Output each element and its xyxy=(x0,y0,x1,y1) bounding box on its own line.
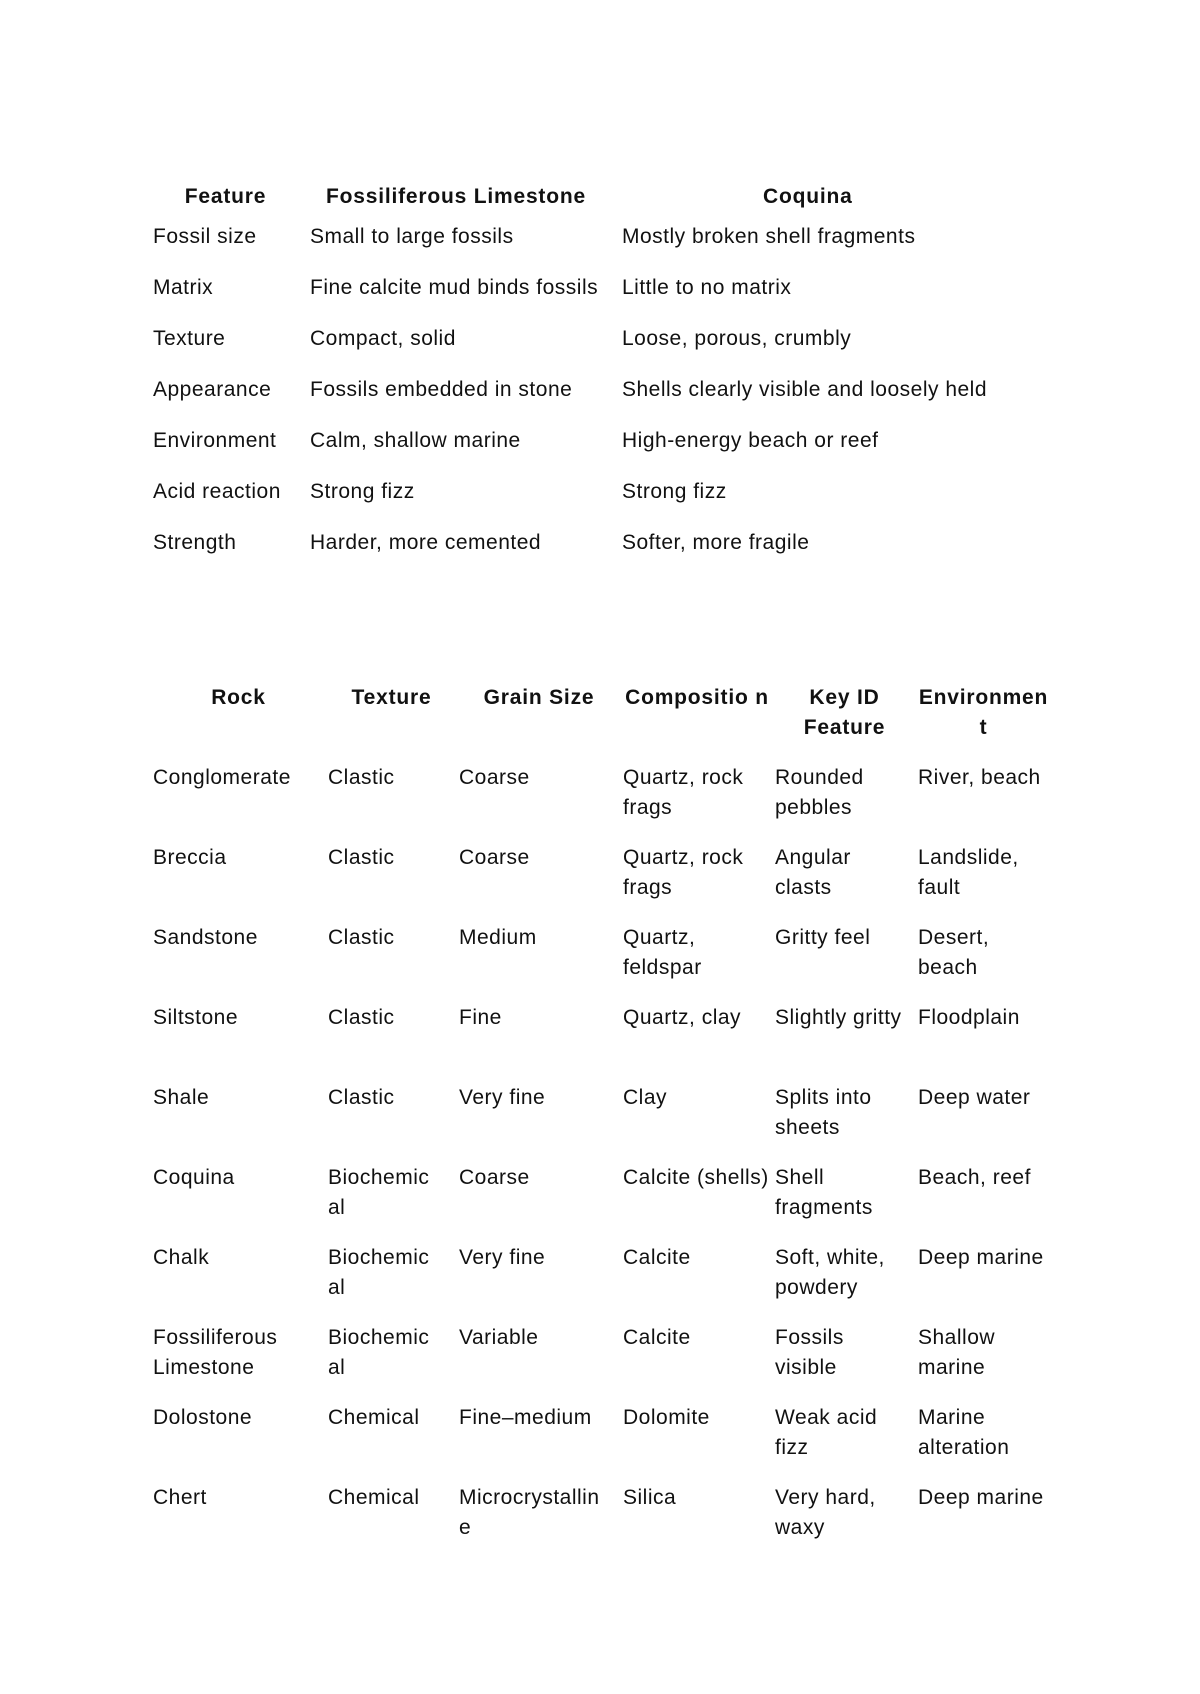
table-cell: Conglomerate xyxy=(153,766,291,789)
table-cell: Variable xyxy=(459,1326,539,1349)
table-cell: Fossils visible xyxy=(775,1326,844,1379)
table-row xyxy=(153,426,1053,477)
table-cell: Gritty feel xyxy=(775,926,871,949)
column-header: Feature xyxy=(184,185,267,208)
table-cell: Appearance xyxy=(153,378,272,401)
table-cell: Fine–medium xyxy=(459,1406,592,1429)
table-cell: River, beach xyxy=(918,766,1041,789)
table-cell: Sandstone xyxy=(153,926,258,949)
table-cell: Quartz, rock frags xyxy=(623,766,744,819)
table-cell: Medium xyxy=(459,926,537,949)
table-cell: Splits into sheets xyxy=(775,1086,872,1139)
column-header: Fossiliferous Limestone xyxy=(326,185,586,208)
table-cell: Chemical xyxy=(328,1486,420,1509)
table-cell: Loose, porous, crumbly xyxy=(622,327,852,350)
table-cell: Calcite (shells) xyxy=(623,1166,769,1189)
table-cell: Clastic xyxy=(328,1006,395,1029)
table-cell: Dolomite xyxy=(623,1406,710,1429)
table-row xyxy=(153,843,1053,923)
table-cell: Fossils embedded in stone xyxy=(310,378,573,401)
table-cell: Very hard, waxy xyxy=(775,1486,876,1539)
table-cell: Floodplain xyxy=(918,1006,1020,1029)
table-row xyxy=(153,222,1053,273)
table-cell: Clastic xyxy=(328,926,395,949)
table-row xyxy=(153,324,1053,375)
table-header-row xyxy=(153,182,1053,222)
table-cell: Angular clasts xyxy=(775,846,851,899)
table-cell: Breccia xyxy=(153,846,227,869)
table-cell: Compact, solid xyxy=(310,327,456,350)
table-cell: Shale xyxy=(153,1086,210,1109)
table-cell: Quartz, rock frags xyxy=(623,846,744,899)
table-cell: Fossil size xyxy=(153,225,257,248)
table-cell: Biochemic al xyxy=(328,1326,430,1379)
table-cell: Very fine xyxy=(459,1246,546,1269)
table-cell: Coarse xyxy=(459,1166,530,1189)
table-cell: Little to no matrix xyxy=(622,276,792,299)
table-cell: Calm, shallow marine xyxy=(310,429,521,452)
table-cell: Marine alteration xyxy=(918,1406,1010,1459)
table-cell: Environment xyxy=(153,429,277,452)
table-cell: Silica xyxy=(623,1486,677,1509)
table-cell: Coarse xyxy=(459,846,530,869)
table-cell: Rounded pebbles xyxy=(775,766,864,819)
table-cell: Strong fizz xyxy=(310,480,415,503)
table-cell: Mostly broken shell fragments xyxy=(622,225,916,248)
table-row xyxy=(153,1243,1053,1323)
table-cell: Slightly gritty xyxy=(775,1006,902,1029)
table-row xyxy=(153,1003,1053,1083)
table-cell: Small to large fossils xyxy=(310,225,514,248)
table-cell: Soft, white, powdery xyxy=(775,1246,885,1299)
table-row xyxy=(153,273,1053,324)
table-cell: Very fine xyxy=(459,1086,546,1109)
table-cell: Coquina xyxy=(153,1166,235,1189)
table-cell: Shell fragments xyxy=(775,1166,873,1219)
table-row xyxy=(153,477,1053,528)
table-cell: Chemical xyxy=(328,1406,420,1429)
table-cell: Quartz, feldspar xyxy=(623,926,702,979)
table-cell: Strength xyxy=(153,531,237,554)
table-cell: Dolostone xyxy=(153,1406,253,1429)
table-cell: Deep marine xyxy=(918,1486,1044,1509)
table-cell: Acid reaction xyxy=(153,480,281,503)
table-cell: Siltstone xyxy=(153,1006,239,1029)
column-header: Coquina xyxy=(763,185,853,208)
table-cell: Harder, more cemented xyxy=(310,531,542,554)
table-cell: High-energy beach or reef xyxy=(622,429,879,452)
table-cell: Shells clearly visible and loosely held xyxy=(622,378,988,401)
column-header: Key ID Feature xyxy=(803,686,886,739)
table-row xyxy=(153,1163,1053,1243)
table-cell: Matrix xyxy=(153,276,214,299)
table-row xyxy=(153,375,1053,426)
table-cell: Weak acid fizz xyxy=(775,1406,878,1459)
table-cell: Clastic xyxy=(328,846,395,869)
table-cell: Beach, reef xyxy=(918,1166,1031,1189)
table-cell: Deep water xyxy=(918,1086,1031,1109)
table-cell: Fine calcite mud binds fossils xyxy=(310,276,599,299)
column-header: Compositio n xyxy=(625,686,769,709)
table-row xyxy=(153,763,1053,843)
table-cell: Fine xyxy=(459,1006,502,1029)
table-row xyxy=(153,923,1053,1003)
column-header: Texture xyxy=(351,686,432,709)
table-row xyxy=(153,1483,1053,1563)
table-cell: Texture xyxy=(153,327,226,350)
table-cell: Calcite xyxy=(623,1246,691,1269)
table-cell: Chalk xyxy=(153,1246,210,1269)
table-cell: Clay xyxy=(623,1086,668,1109)
table-cell: Desert, beach xyxy=(918,926,990,979)
table-cell: Clastic xyxy=(328,1086,395,1109)
table-row xyxy=(153,1403,1053,1483)
table-cell: Calcite xyxy=(623,1326,691,1349)
table-cell: Biochemic al xyxy=(328,1246,430,1299)
table-cell: Shallow marine xyxy=(918,1326,996,1379)
column-header: Rock xyxy=(211,686,266,709)
table-cell: Chert xyxy=(153,1486,207,1509)
table-cell: Clastic xyxy=(328,766,395,789)
table-cell: Coarse xyxy=(459,766,530,789)
column-header: Grain Size xyxy=(483,686,595,709)
table-cell: Deep marine xyxy=(918,1246,1044,1269)
table-row xyxy=(153,1083,1053,1163)
table-cell: Landslide, fault xyxy=(918,846,1019,899)
sedimentary-rock-table xyxy=(153,683,1053,1563)
table-cell: Biochemic al xyxy=(328,1166,430,1219)
table-header-row xyxy=(153,683,1053,763)
table-cell: Strong fizz xyxy=(622,480,727,503)
table-cell: Softer, more fragile xyxy=(622,531,810,554)
table-cell: Quartz, clay xyxy=(623,1006,742,1029)
table-row xyxy=(153,528,1053,579)
table-row xyxy=(153,1323,1053,1403)
column-header: Environmen t xyxy=(918,686,1049,739)
limestone-coquina-comparison-table xyxy=(153,182,1053,579)
table-cell: Fossiliferous Limestone xyxy=(153,1326,278,1379)
table-cell: Microcrystallin e xyxy=(459,1486,600,1539)
